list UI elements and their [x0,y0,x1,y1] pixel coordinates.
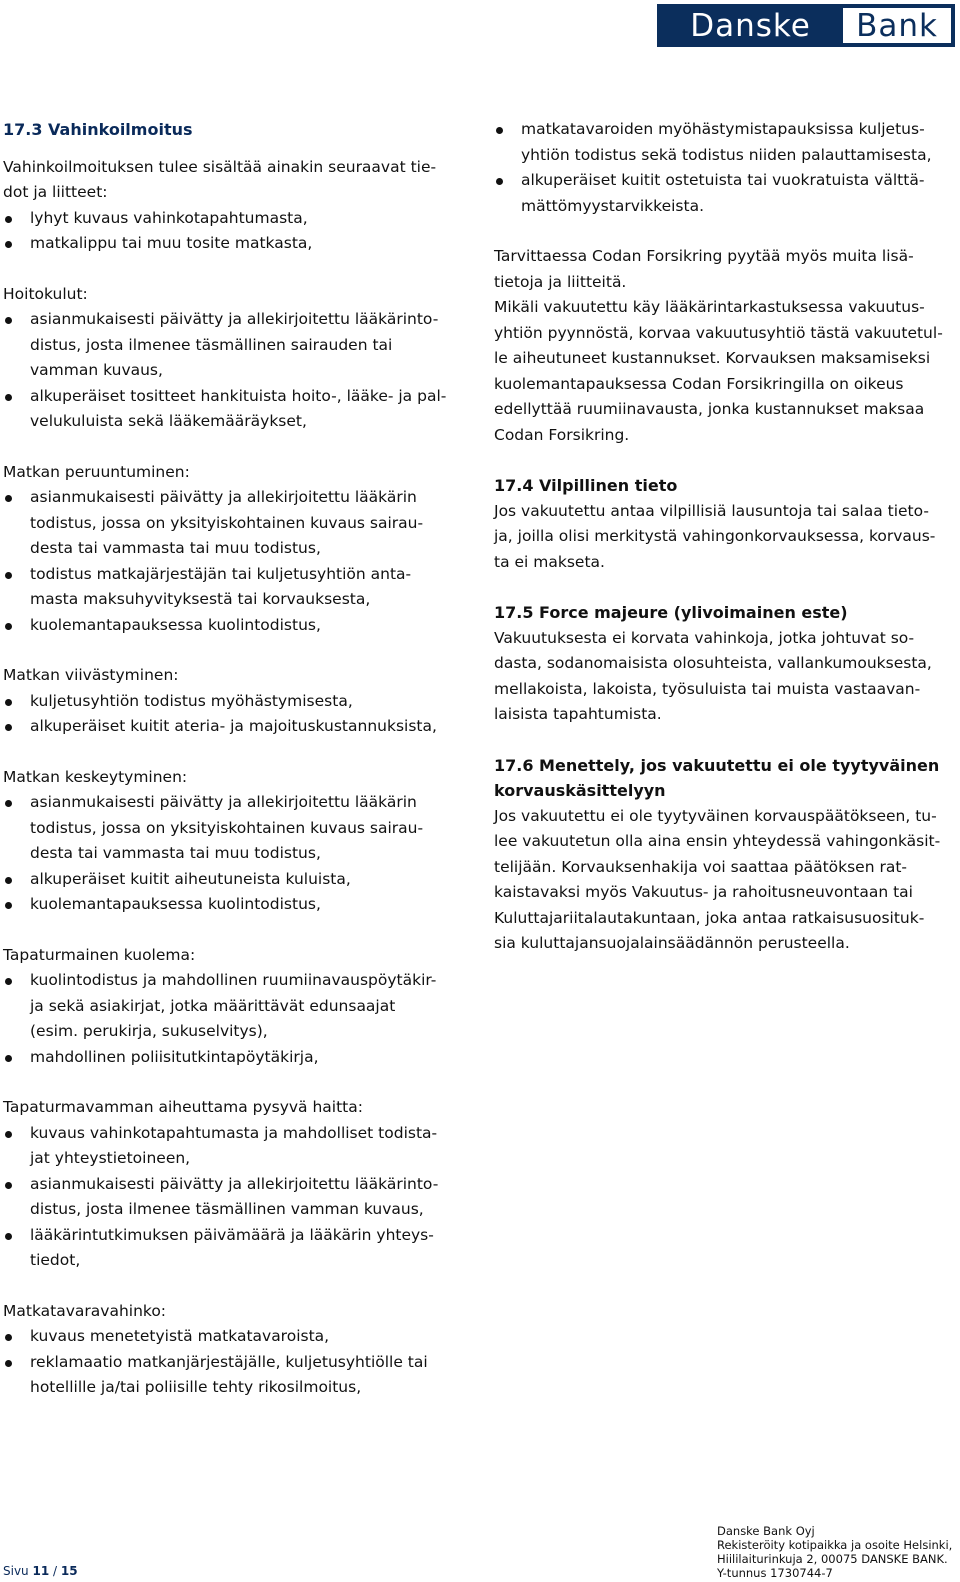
section-text-17-5: Vakuutuksesta ei korvata vahinkoja, jotka johtuvat so- dasta, sodanomaisista olosuhteista, vallankumouksesta, mellakoista, lakoista, työsuluista tai muista vastaavan- laisista tapahtumista. [494,628,932,723]
list-item: reklamaatio matkanjärjestäjälle, kuljetusyhtiölle tai hotellille ja/tai poliisille tehty rikosilmoitus, [3,1350,468,1401]
list-item: matkalippu tai muu tosite matkasta, [3,231,468,257]
section-heading: Matkan peruuntuminen: [3,462,190,481]
medical-exam-paragraph: Mikäli vakuutettu käy lääkärintarkastuksessa vakuutus- yhtiön pyynnöstä, korvaa vakuutusyhtiö tästä vakuutetul- le aiheutuneet kustannukset. Korvauksen maksamiseksi kuolemantapauksessa Codan Forsikringilla on oikeus edellyttää ruumiinavausta, jonka kustannukset maksaa Codan Forsikring. [494,298,943,444]
section-list [3,790,468,918]
additional-info-paragraph: Tarvittaessa Codan Forsikring pyytää myös muita lisä- tietoja ja liitteitä. [494,247,914,291]
bullet-icon [5,572,12,579]
claim-section [3,460,468,639]
list-item: asianmukaisesti päivätty ja allekirjoitettu lääkärinto- distus, josta ilmenee täsmällinen vamman kuvaus, [3,1172,468,1223]
section-list [3,689,468,740]
section-title-17-5: 17.5 Force majeure (ylivoimainen este) [494,603,848,622]
section-list [3,1121,468,1274]
bullet-icon [5,1131,12,1138]
bullet-icon [5,495,12,502]
list-item: lyhyt kuvaus vahinkotapahtumasta, [3,206,468,232]
claim-section [3,1095,468,1274]
section-heading: Matkan keskeytyminen: [3,767,188,786]
bullet-icon [5,623,12,630]
claim-sections [3,282,468,1401]
claim-section [3,282,468,435]
bullet-icon [5,1360,12,1367]
list-item: alkuperäiset tositteet hankituista hoito-, lääke- ja pal- velukuluista sekä lääkemääräykset, [3,384,468,435]
list-item: kuvaus vahinkotapahtumasta ja mahdolliset todista- jat yhteystietoineen, [3,1121,468,1172]
section-heading: Tapaturmainen kuolema: [3,945,196,964]
list-item: asianmukaisesti päivätty ja allekirjoitettu lääkärinto- distus, josta ilmenee täsmällinen sairauden tai vamman kuvaus, [3,307,468,384]
list-item: asianmukaisesti päivätty ja allekirjoitettu lääkärin todistus, jossa on yksityiskohtainen kuvaus sairau- desta tai vammasta tai muu todistus, [3,790,468,867]
bullet-icon [5,1334,12,1341]
danske-bank-logo [657,4,955,47]
list-item: matkatavaroiden myöhästymistapauksissa kuljetus- yhtiön todistus sekä todistus niiden palauttamisesta, [494,117,956,168]
list-item: todistus matkajärjestäjän tai kuljetusyhtiön anta- masta maksuhyvityksestä tai korvauksesta, [3,562,468,613]
section-title-17-4: 17.4 Vilpillinen tieto [494,476,678,495]
list-item: kuvaus menetetyistä matkatavaroista, [3,1324,468,1350]
intro-list [3,206,468,257]
bullet-icon [5,724,12,731]
section-text-17-4: Jos vakuutettu antaa vilpillisiä lausuntoja tai salaa tieto- ja, joilla olisi merkitystä vahingonkorvauksessa, korvaus- ta ei makseta. [494,501,936,571]
bullet-icon [496,178,503,185]
logo-part-bank: Bank [843,8,951,43]
bullet-icon [5,800,12,807]
bullet-icon [5,978,12,985]
list-item: kuolemantapauksessa kuolintodistus, [3,892,468,918]
continued-list [494,117,956,219]
bullet-icon [5,902,12,909]
section-text-17-6: Jos vakuutettu ei ole tyytyväinen korvauspäätökseen, tu- lee vakuutetun olla aina ensin yhteydessä vahingonkäsit- telijään. Korvauksenhakija voi saattaa päätöksen rat- kaistavaksi myös Vakuutus- ja rahoitusneuvontaan tai Kuluttajariitalautakuntaan, joka antaa ratkaisusuosituk- sia kuluttajansuojalainsäädännön perusteella. [494,806,941,952]
bullet-icon [5,241,12,248]
bullet-icon [5,1182,12,1189]
list-item: lääkärintutkimuksen päivämäärä ja lääkärin yhteys- tiedot, [3,1223,468,1274]
left-column [3,117,468,1426]
logo-part-danske: Danske [690,7,811,44]
section-list [3,307,468,435]
bullet-icon [5,1233,12,1240]
section-list [3,485,468,638]
bullet-icon [5,1055,12,1062]
section-heading: Matkatavaravahinko: [3,1301,167,1320]
section-heading: Matkan viivästyminen: [3,666,179,684]
company-info: Danske Bank Oyj Rekisteröity kotipaikka ja osoite Helsinki, Hiililaiturinkuja 2, 00075 DANSKE BANK. Y-tunnus 1730744-7 [717,1524,953,1580]
list-item: asianmukaisesti päivätty ja allekirjoitettu lääkärin todistus, jossa on yksityiskohtainen kuvaus sairau- desta tai vammasta tai muu todistus, [3,485,468,562]
bullet-icon [5,216,12,223]
list-item: kuolintodistus ja mahdollinen ruumiinavauspöytäkir- ja sekä asiakirjat, jotka määrittävät edunsaajat (esim. perukirja, sukuselvitys), [3,968,468,1045]
right-column [494,117,956,957]
page-number: Sivu 11 / 15 [3,1564,78,1578]
section-heading: Hoitokulut: [3,284,88,303]
bullet-icon [5,699,12,706]
list-item: kuljetusyhtiön todistus myöhästymisesta, [3,689,468,715]
claim-section [3,1299,468,1401]
bullet-icon [5,317,12,324]
list-item: alkuperäiset kuitit ostetuista tai vuokratuista välttä- mättömyystarvikkeista. [494,168,956,219]
section-heading: Tapaturmavamman aiheuttama pysyvä haitta: [3,1098,363,1116]
bullet-icon [496,127,503,134]
bullet-icon [5,877,12,884]
claim-section [3,943,468,1071]
section-title-17-3: 17.3 Vahinkoilmoitus [3,120,193,139]
claim-section [3,765,468,918]
list-item: alkuperäiset kuitit aiheutuneista kuluista, [3,867,468,893]
claim-intro: Vahinkoilmoituksen tulee sisältää ainakin seuraavat tie- dot ja liitteet: [3,157,437,201]
list-item: kuolemantapauksessa kuolintodistus, [3,613,468,639]
claim-section [3,663,468,740]
section-list [3,1324,468,1401]
bullet-icon [5,394,12,401]
list-item: mahdollinen poliisitutkintapöytäkirja, [3,1045,468,1071]
section-title-17-6: 17.6 Menettely, jos vakuutettu ei ole tyytyväinen korvauskäsittelyyn [494,755,940,800]
list-item: alkuperäiset kuitit ateria- ja majoituskustannuksista, [3,714,468,740]
section-list [3,968,468,1070]
